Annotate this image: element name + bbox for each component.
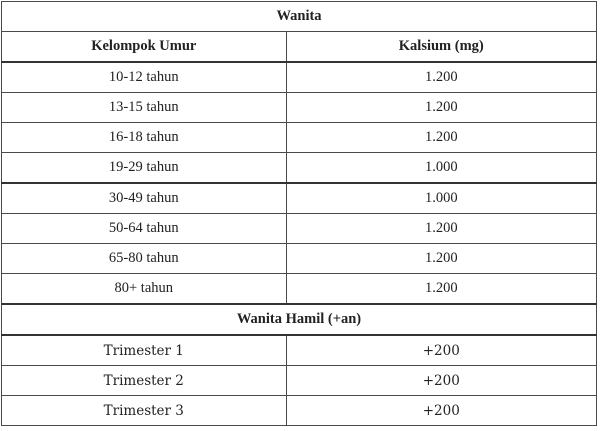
table-row: [2, 214, 597, 244]
section-title-women: Wanita: [2, 2, 597, 32]
calcium-addition-cell: +200: [286, 366, 596, 396]
age-group-cell: 10-12 tahun: [2, 62, 287, 93]
calcium-value-cell: 1.200: [286, 244, 596, 274]
age-group-cell: 30-49 tahun: [2, 183, 287, 214]
trimester-cell: Trimester 1: [2, 335, 287, 366]
age-group-cell: 19-29 tahun: [2, 153, 287, 184]
table-row: [2, 396, 597, 426]
age-group-cell: 16-18 tahun: [2, 123, 287, 153]
trimester-cell: Trimester 2: [2, 366, 287, 396]
calcium-addition-cell: +200: [286, 335, 596, 366]
table-row: [2, 335, 597, 366]
age-group-cell: 80+ tahun: [2, 274, 287, 305]
column-header-row: [2, 32, 597, 63]
table-row: [2, 274, 597, 305]
calcium-value-cell: 1.200: [286, 274, 596, 305]
calcium-value-cell: 1.000: [286, 183, 596, 214]
age-group-cell: 65-80 tahun: [2, 244, 287, 274]
age-group-cell: 13-15 tahun: [2, 93, 287, 123]
calcium-value-cell: 1.200: [286, 93, 596, 123]
trimester-cell: Trimester 3: [2, 396, 287, 426]
column-header-calcium: Kalsium (mg): [286, 32, 596, 63]
calcium-table: [1, 1, 597, 426]
section-header-row-women: [2, 2, 597, 32]
age-group-cell: 50-64 tahun: [2, 214, 287, 244]
table-row: [2, 153, 597, 184]
table-row: [2, 366, 597, 396]
calcium-value-cell: 1.000: [286, 153, 596, 184]
calcium-value-cell: 1.200: [286, 62, 596, 93]
calcium-value-cell: 1.200: [286, 214, 596, 244]
table-row: [2, 62, 597, 93]
table-row: [2, 93, 597, 123]
calcium-value-cell: 1.200: [286, 123, 596, 153]
section-header-row-pregnant: [2, 304, 597, 335]
column-header-age-group: Kelompok Umur: [2, 32, 287, 63]
table-row: [2, 123, 597, 153]
section-title-pregnant: Wanita Hamil (+an): [2, 304, 597, 335]
table-row: [2, 183, 597, 214]
calcium-addition-cell: +200: [286, 396, 596, 426]
table-row: [2, 244, 597, 274]
